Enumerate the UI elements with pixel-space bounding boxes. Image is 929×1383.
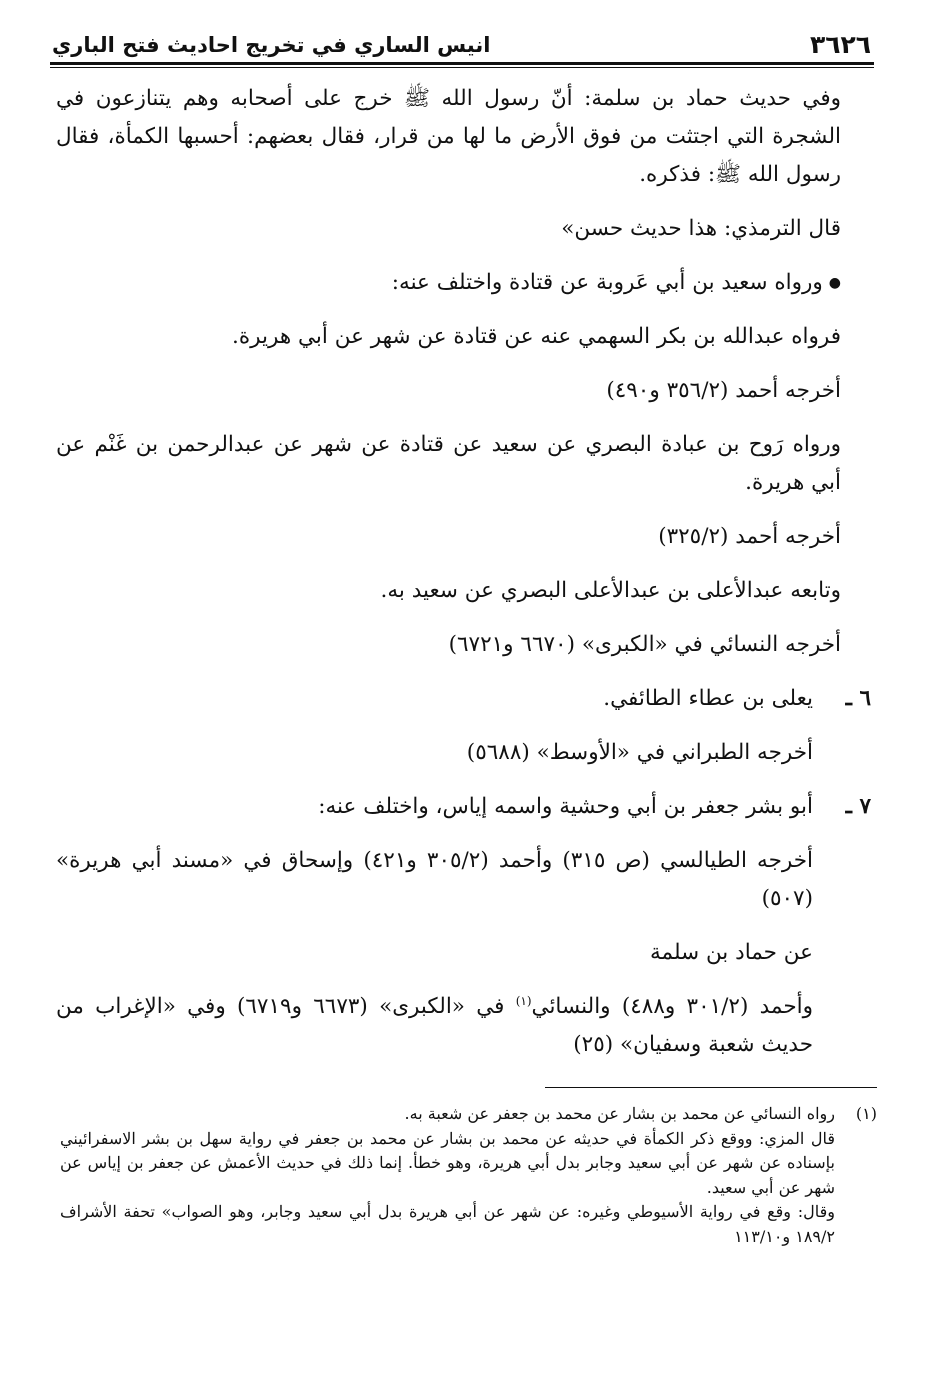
- paragraph-part: وأحمد (٣٠١/٢ و٤٨٨) والنسائي: [531, 994, 813, 1019]
- page-number: ٣٦٢٦: [809, 30, 871, 59]
- paragraph-abdullah-ibn-bakr: فرواه عبدالله بن بكر السهمي عنه عن قتادة عن شهر عن أبي هريرة.: [232, 324, 841, 349]
- book-title: انيس الساري في تخريج احاديث فتح الباري: [52, 33, 491, 57]
- paragraph-said-text: ورواه سعيد بن أبي عَروبة عن قتادة واختلف عنه:: [391, 270, 823, 295]
- item-number: ٧ ـ: [845, 794, 871, 819]
- footnote-tuhfa: وقال: وقع في رواية الأسيوطي وغيره: عن شهر عن أبي هريرة بدل أبي سعيد وجابر، وهو الصواب» تحفة الأشراف ١٨٩/٢ و١١٣/١٠: [60, 1202, 835, 1246]
- paragraph-tirmidhi: قال الترمذي: هذا حديث حسن»: [561, 216, 841, 241]
- footnote-mizzi: قال المزي: ووقع ذكر الكمأة في حديثه عن محمد بن بشار عن محمد بن جعفر في رواية سهل بن بشر الاسفرائيني بإسناده عن شهر عن أبي سعيد وجابر بدل أبي هريرة، وهو خطأ. إنما ذلك في حديث الأعمش عن جعفر بن إياس عن شهر عن أبي سعيد.: [60, 1128, 836, 1197]
- bullet-icon: ●: [828, 275, 841, 291]
- paragraph-tabarani-ref: أخرجه الطبراني في «الأوسط» (٥٦٨٨): [466, 740, 813, 765]
- paragraph-ahmad-nasai-ref: [56, 988, 871, 1064]
- item-text: يعلى بن عطاء الطائفي.: [603, 686, 813, 711]
- running-head: [52, 22, 871, 60]
- item-text: أبو بشر جعفر بن أبي وحشية واسمه إياس، واختلف عنه:: [318, 794, 813, 819]
- paragraph-said-ibn-abi-aruba: [56, 264, 871, 302]
- paragraph-hadith-hammad: وفي حديث حماد بن سلمة: أنّ رسول الله ﷺ خرج على أصحابه وهم يتنازعون في الشجرة التي اجتثت من فوق الأرض ما لها من قرار، فقال بعضهم: أحسبها الكمأة، فقال رسول الله ﷺ: فذكره.: [56, 86, 841, 187]
- main-text: [56, 80, 871, 1080]
- paragraph-rawh-ibn-ubada: ورواه رَوح بن عبادة البصري عن سعيد عن قتادة عن شهر عن عبدالرحمن بن غَنْم عن أبي هريرة.: [56, 432, 841, 495]
- list-item-6: [56, 680, 871, 718]
- footnote-number: (١): [855, 1104, 877, 1123]
- header-rule: [50, 62, 874, 68]
- paragraph-abdulala: وتابعه عبدالأعلى بن عبدالأعلى البصري عن سعيد به.: [380, 578, 841, 603]
- footnotes: [60, 1102, 877, 1249]
- footnote-text: رواه النسائي عن محمد بن بشار عن محمد بن جعفر عن شعبة به.: [404, 1104, 835, 1123]
- item-number: ٦ ـ: [845, 686, 871, 711]
- paragraph-part: في «الكبرى» (٦٦٧٣ و٦٧١٩) وفي «الإغراب من حديث شعبة وسفيان» (٢٥): [56, 994, 813, 1057]
- paragraph-ahmad-ref-2: أخرجه أحمد (٣٢٥/٢): [658, 524, 841, 549]
- list-item-7: [56, 788, 871, 826]
- paragraph-ahmad-ref-1: أخرجه أحمد (٣٥٦/٢ و٤٩٠): [606, 378, 841, 403]
- paragraph-hammad-source: عن حماد بن سلمة: [650, 940, 813, 965]
- footnote-separator: [545, 1087, 877, 1088]
- paragraph-tayalisi-ref: أخرجه الطيالسي (ص ٣١٥) وأحمد (٣٠٥/٢ و٤٢١) وإسحاق في «مسند أبي هريرة» (٥٠٧): [56, 848, 814, 911]
- paragraph-nasai-ref-1: أخرجه النسائي في «الكبرى» (٦٦٧٠ و٦٧٢١): [448, 632, 841, 657]
- footnote-marker: (١): [515, 993, 532, 1008]
- footnote-1: [60, 1102, 877, 1127]
